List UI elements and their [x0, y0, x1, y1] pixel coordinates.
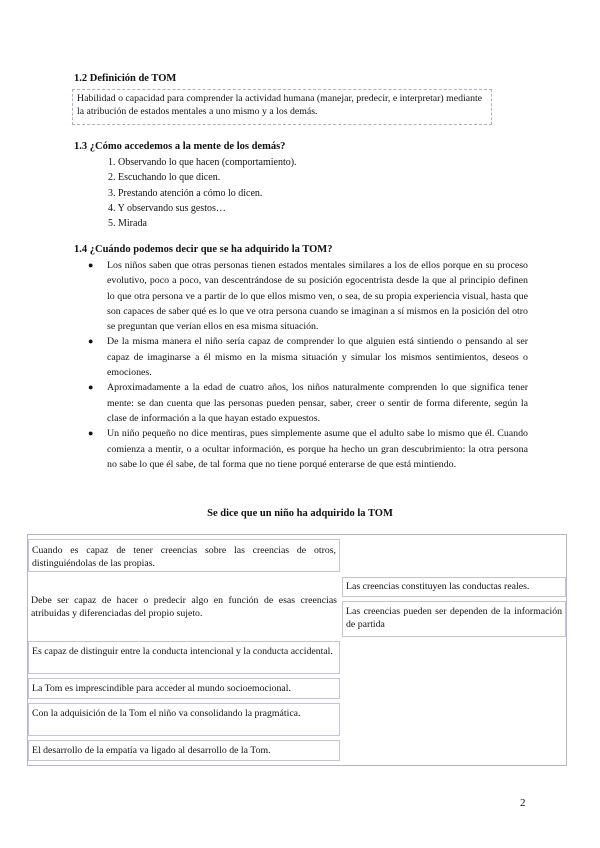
page-number: 2	[520, 797, 526, 809]
list-item: ● De la misma manera el niño sería capaz de comprender lo que alguien está sintiendo o pensando al ser capaz de imaginarse a él mismo en la misma situación y simular los mismos sentimientos, deseos o emociones.	[88, 336, 528, 379]
bullet-icon: ●	[88, 336, 94, 347]
tom-table	[27, 534, 567, 766]
table-cell: Las creencias pueden ser dependen de la información de partida	[342, 601, 566, 637]
list-item: 2. Escuchando lo que dicen.	[108, 172, 221, 184]
table-cell: Cuando es capaz de tener creencias sobre las creencias de otros, distinguiéndolas de las propias.	[28, 539, 340, 572]
table-cell: Es capaz de distinguir entre la conducta intencional y la conducta accidental.	[28, 641, 340, 674]
definition-heading: 1.2 Definición de TOM	[74, 73, 177, 84]
acquired-heading: 1.4 ¿Cuándo podemos decir que se ha adquirido la TOM?	[74, 244, 333, 255]
table-title: Se dice que un niño ha adquirido la TOM	[207, 508, 393, 519]
table-cell: El desarrollo de la empatía va ligado al desarrollo de la Tom.	[28, 740, 340, 761]
list-item: ● Los niños saben que otras personas tienen estados mentales similares a los de ellos porque en su proceso evolutivo, poco a poco, van descentrándose de su posición egocentrista desde la que al principio definen lo que otra persona ve a partir de lo que ellos mismo ven, o sea, de su propia experiencia visual, hasta que son capaces de saber qué es lo que ve otra persona cuando se imaginan a sí mismos en la posición del otro se preguntan que verían ellos en esa misma situación.	[88, 260, 528, 333]
list-item: 4. Y observando sus gestos…	[108, 202, 226, 214]
list-item: 5. Mirada	[108, 218, 147, 230]
list-item: 1. Observando lo que hacen (comportamiento).	[108, 157, 297, 168]
bullet-icon: ●	[88, 428, 94, 439]
table-cell: Las creencias constituyen las conductas reales.	[342, 577, 566, 597]
access-heading: 1.3 ¿Cómo accedemos a la mente de los demás?	[74, 141, 286, 152]
bullet-icon: ●	[88, 260, 94, 270]
table-cell: Con la adquisición de la Tom el niño va consolidando la pragmática.	[28, 703, 340, 736]
table-cell: Debe ser capaz de hacer o predecir algo en función de esas creencias atribuidas y diferenciadas del propio sujeto.	[31, 595, 337, 619]
list-item: 3. Prestando atención a cómo lo dicen.	[108, 187, 263, 199]
bullet-icon: ●	[88, 382, 94, 393]
acquired-bullets	[88, 258, 528, 472]
list-item: ● Un niño pequeño no dice mentiras, pues simplemente asume que el adulto sabe lo mismo que él. Cuando comienza a mentir, o a ocultar información, es porque ha hecho un gran descubrimiento: la otra persona no sabe lo que él sabe, de tal forma que no tiene porqué enterarse de que está mintiendo.	[88, 428, 528, 470]
access-list	[108, 155, 297, 231]
definition-box: Habilidad o capacidad para comprender la actividad humana (manejar, predecir, e interpretar) mediante la atribución de estados mentales a uno mismo y a los demás.	[72, 89, 492, 125]
list-item: ● Aproximadamente a la edad de cuatro años, los niños naturalmente comprenden lo que significa tener mente: se dan cuenta que las personas pueden pensar, saber, creer o sentir de forma diferente, según la clase de información a la que hayan estado expuestos.	[88, 382, 528, 424]
table-cell: La Tom es imprescindible para acceder al mundo socioemocional.	[28, 678, 340, 699]
